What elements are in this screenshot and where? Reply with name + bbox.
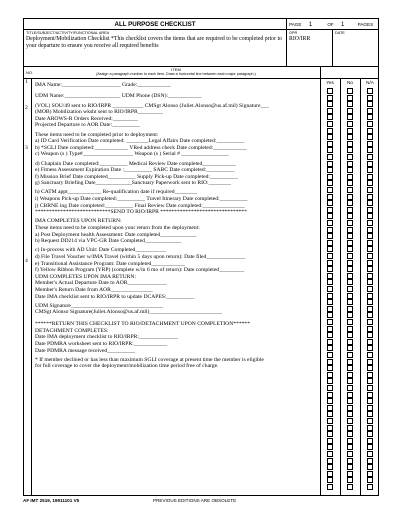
checkbox-yes[interactable] xyxy=(327,180,333,186)
predeployment-heading: These items need to be completed prior to deployment: xyxy=(35,131,159,138)
checkbox-na[interactable] xyxy=(367,477,373,483)
ratings-header xyxy=(320,67,380,78)
checkbox-yes[interactable] xyxy=(327,279,333,285)
item-4a[interactable]: a) Post Deployment health Assessment: Date completed_____________ xyxy=(35,231,197,238)
checkbox-na[interactable] xyxy=(367,121,373,127)
checkbox-no[interactable] xyxy=(347,174,353,180)
checkbox-na[interactable] xyxy=(367,253,373,259)
udm-return-heading: UDM COMPLETES UPON IMA RETURN: xyxy=(35,273,137,280)
checkbox-na[interactable] xyxy=(367,161,373,167)
checkbox-yes[interactable] xyxy=(327,293,333,299)
checkbox-no[interactable] xyxy=(347,141,353,147)
item-number-3: 3 xyxy=(25,145,28,151)
checkbox-no[interactable] xyxy=(347,161,353,167)
checkbox-yes[interactable] xyxy=(327,246,333,252)
checkbox-no[interactable] xyxy=(347,438,353,444)
checkbox-no[interactable] xyxy=(347,345,353,351)
checkbox-na[interactable] xyxy=(367,464,373,470)
checkbox-no[interactable] xyxy=(347,154,353,160)
checkbox-no[interactable] xyxy=(347,227,353,233)
checkbox-no[interactable] xyxy=(347,359,353,365)
of-number: 1 xyxy=(341,22,345,28)
opr-cell xyxy=(286,30,332,66)
checkbox-yes[interactable] xyxy=(327,425,333,431)
checkbox-na[interactable] xyxy=(367,101,373,107)
checkbox-no[interactable] xyxy=(347,220,353,226)
checkbox-yes[interactable] xyxy=(327,121,333,127)
checkbox-yes[interactable] xyxy=(327,431,333,437)
item-3h[interactable]: h) CATM appt____________ Re-qualification date if required________ xyxy=(35,189,197,196)
checkbox-no[interactable] xyxy=(347,332,353,338)
checkbox-na[interactable] xyxy=(367,299,373,305)
checkbox-na[interactable] xyxy=(367,444,373,450)
checkbox-yes[interactable] xyxy=(327,134,333,140)
return-checklist-banner: ******RETURN THIS CHECKLIST TO RIO/DETACHMENT UPON COMPLETION****** xyxy=(35,321,251,328)
checkbox-na[interactable] xyxy=(367,167,373,173)
checkbox-na[interactable] xyxy=(367,312,373,318)
checkbox-na[interactable] xyxy=(367,220,373,226)
checkbox-na[interactable] xyxy=(367,372,373,378)
column-header-row xyxy=(24,67,378,79)
checkbox-yes[interactable] xyxy=(327,458,333,464)
checkbox-yes[interactable] xyxy=(327,464,333,470)
checkbox-na[interactable] xyxy=(367,398,373,404)
checkbox-na[interactable] xyxy=(367,418,373,424)
checkbox-na[interactable] xyxy=(367,134,373,140)
checkbox-yes[interactable] xyxy=(327,114,333,120)
item-column-note: (Assign a paragraph number to each item. Draw a horizontal line between each major paragraph.) xyxy=(96,72,256,76)
checkbox-no[interactable] xyxy=(347,293,353,299)
sgli-note-line-1: * If member declined or has less than maximum SGLI coverage at present time the member is eligible xyxy=(35,356,264,363)
subject-text[interactable]: Deployment/Mobilization Checklist *This checklist covers the items that are required to be completed prior to your departure to ensure you receive all required benefits xyxy=(26,36,282,49)
checkbox-yes[interactable] xyxy=(327,471,333,477)
checkbox-yes[interactable] xyxy=(327,451,333,457)
number-column xyxy=(24,79,32,495)
date-label: DATE xyxy=(335,31,345,35)
subject-row xyxy=(24,30,378,67)
checkbox-na[interactable] xyxy=(367,174,373,180)
checkbox-na[interactable] xyxy=(367,147,373,153)
checkbox-no[interactable] xyxy=(347,339,353,345)
return-date-line[interactable]: Member's Return Date from AOR_______________ xyxy=(35,286,153,293)
item-3j[interactable]: j) CBRNE ing Date completed:__________ Final Review Date completed:_______________ xyxy=(35,202,245,209)
checkbox-na[interactable] xyxy=(367,200,373,206)
checkbox-no[interactable] xyxy=(347,180,353,186)
sou49-line[interactable]: (VOL) SOU/49 sent to RIO/IRPR ___________ CMSgt Alonso (Juliet.Alonso@us.af.mil) Signature___ xyxy=(35,102,269,109)
mob-worksheet-line[interactable]: (MOB) Mobilization wksht sent to RIO/IRPR_________ xyxy=(35,109,163,116)
checkbox-no[interactable] xyxy=(347,246,353,252)
subject-label: TITLE/SUBJECT/ACTIVITY/FUNCTIONAL AREA xyxy=(26,31,110,35)
item-number-4: 4 xyxy=(25,258,28,264)
checkbox-yes[interactable] xyxy=(327,286,333,292)
deployment-checklist-line[interactable]: Date IMA deployment checklist to RIO/IRPR:______________ xyxy=(35,334,179,341)
departure-date-line[interactable]: Projected Departure to AOR Date:__________ xyxy=(35,122,141,129)
return-items-intro: These items need to be completed upon your return from the deployment: xyxy=(35,225,200,232)
checkbox-no[interactable] xyxy=(347,95,353,101)
item-3e[interactable]: e) Fitness Assessment Expiration Date :__________ SABC Date completed:__________ xyxy=(35,167,235,174)
checkbox-no[interactable] xyxy=(347,279,353,285)
checkbox-na[interactable] xyxy=(367,207,373,213)
checkbox-na[interactable] xyxy=(367,319,373,325)
checkbox-na[interactable] xyxy=(367,180,373,186)
checkbox-no[interactable] xyxy=(347,260,353,266)
checkbox-na[interactable] xyxy=(367,451,373,457)
item-3b[interactable]: b) *SGLI Date completed:____________ VRed address check Date completed:____________ xyxy=(35,144,247,151)
udm-name-line[interactable]: UDM Name:____________________ UDM Phone (DSN):____________ xyxy=(35,93,202,100)
na-header: N/A xyxy=(366,80,374,85)
checkbox-na[interactable] xyxy=(367,95,373,101)
checkbox-na[interactable] xyxy=(367,392,373,398)
checkbox-no[interactable] xyxy=(347,286,353,292)
checkbox-na[interactable] xyxy=(367,286,373,292)
checkbox-no[interactable] xyxy=(347,213,353,219)
checkbox-no[interactable] xyxy=(347,108,353,114)
checkbox-no[interactable] xyxy=(347,233,353,239)
checkbox-yes[interactable] xyxy=(327,312,333,318)
item-3d[interactable]: d) Chaplain Date completed:__________ Medical Review Date completed____________ xyxy=(35,160,236,167)
checkbox-yes[interactable] xyxy=(327,154,333,160)
checkbox-na[interactable] xyxy=(367,339,373,345)
page-number: 1 xyxy=(308,22,313,28)
checkbox-yes[interactable] xyxy=(327,418,333,424)
checkbox-no[interactable] xyxy=(347,266,353,272)
checkbox-no[interactable] xyxy=(347,365,353,371)
pages-label: PAGES xyxy=(357,22,374,27)
item-3f[interactable]: f) Mission Brief Date completed__________ Supply Pick-up Date completed:__________ xyxy=(35,173,238,180)
checkbox-yes[interactable] xyxy=(327,332,333,338)
checkbox-yes[interactable] xyxy=(327,339,333,345)
checkbox-na[interactable] xyxy=(367,326,373,332)
checkbox-yes[interactable] xyxy=(327,108,333,114)
item-4d[interactable]: d) File Travel Voucher w/IMA Travel (within 5 days upon return): Date filed______________ xyxy=(35,254,246,260)
checkbox-no[interactable] xyxy=(347,114,353,120)
checkbox-yes[interactable] xyxy=(327,227,333,233)
checkbox-na[interactable] xyxy=(367,128,373,134)
form-footer xyxy=(23,498,379,506)
pdmra-message-line[interactable]: Date PDMRA message received__________ xyxy=(35,347,136,354)
checkbox-na[interactable] xyxy=(367,431,373,437)
checkbox-no[interactable] xyxy=(347,326,353,332)
checkbox-yes[interactable] xyxy=(327,385,333,391)
item-3a[interactable]: a) ID Card Verification Date completed: ________Legal Affairs Date completed:__________ xyxy=(35,138,245,145)
arows-orders-line[interactable]: Date AROWS-R Orders Received:_________ xyxy=(35,115,138,122)
checkbox-yes[interactable] xyxy=(327,266,333,272)
checkbox-no[interactable] xyxy=(347,134,353,140)
checkbox-no[interactable] xyxy=(347,477,353,483)
checkbox-no[interactable] xyxy=(347,385,353,391)
checkbox-yes[interactable] xyxy=(327,141,333,147)
checkbox-no[interactable] xyxy=(347,451,353,457)
checkbox-na[interactable] xyxy=(367,279,373,285)
checkbox-na[interactable] xyxy=(367,425,373,431)
checkbox-na[interactable] xyxy=(367,365,373,371)
checkbox-yes[interactable] xyxy=(327,95,333,101)
checkbox-yes[interactable] xyxy=(327,411,333,417)
item-4e[interactable]: e) Transitional Assistance Program: Date completed____________ xyxy=(35,260,185,267)
checkbox-yes[interactable] xyxy=(327,392,333,398)
of-label: OF xyxy=(327,22,334,27)
checkbox-na[interactable] xyxy=(367,385,373,391)
send-to-rio-line: ***************************SEND TO RIO/IRPR ******************************* xyxy=(35,209,247,216)
checkbox-yes[interactable] xyxy=(327,260,333,266)
checkbox-yes[interactable] xyxy=(327,161,333,167)
title-row xyxy=(24,19,378,30)
checkbox-na[interactable] xyxy=(367,405,373,411)
obsolete-note: PREVIOUS EDITIONS ARE OBSOLETE xyxy=(153,498,237,503)
checkbox-yes[interactable] xyxy=(327,345,333,351)
item-4f[interactable]: f) Yellow Ribbon Program (YRP) (complete w/in 6 mo of return): Date completed_________ xyxy=(35,267,245,274)
pdmra-worksheet-line[interactable]: Date PDMRA worksheet sent to RIO/IRPR:____________ xyxy=(35,340,168,347)
checkbox-na[interactable] xyxy=(367,293,373,299)
item-number-1: 1 xyxy=(25,79,28,85)
checkbox-yes[interactable] xyxy=(327,187,333,193)
udm-signature-line[interactable]: UDM Signature_________________________________ xyxy=(35,302,164,309)
checkbox-yes[interactable] xyxy=(327,200,333,206)
checkbox-no[interactable] xyxy=(347,464,353,470)
opr-label: OPR xyxy=(289,31,298,35)
checkbox-na[interactable] xyxy=(367,194,373,200)
checkbox-yes[interactable] xyxy=(327,174,333,180)
sgli-note-line-2: for full coverage to cover the deployment/mobilization time period free of charge. xyxy=(35,363,219,370)
checkbox-na[interactable] xyxy=(367,458,373,464)
checkbox-na[interactable] xyxy=(367,260,373,266)
checkbox-na[interactable] xyxy=(367,227,373,233)
checkbox-no[interactable] xyxy=(347,418,353,424)
checkbox-no[interactable] xyxy=(347,194,353,200)
checkbox-yes[interactable] xyxy=(327,88,333,94)
checkbox-yes[interactable] xyxy=(327,306,333,312)
checkbox-no[interactable] xyxy=(347,167,353,173)
item-column-header: ITEM xyxy=(171,67,181,72)
checkbox-na[interactable] xyxy=(367,378,373,384)
checkbox-no[interactable] xyxy=(347,273,353,279)
checkbox-no[interactable] xyxy=(347,312,353,318)
checkbox-yes[interactable] xyxy=(327,128,333,134)
actual-departure-line[interactable]: Member's Actual Departure Date to AOR______________ xyxy=(35,280,167,287)
no-column-header: NO. xyxy=(26,70,34,75)
checkbox-yes[interactable] xyxy=(327,240,333,246)
checkbox-na[interactable] xyxy=(367,306,373,312)
checkbox-no[interactable] xyxy=(347,392,353,398)
checkbox-na[interactable] xyxy=(367,108,373,114)
form-title: ALL PURPOSE CHECKLIST xyxy=(114,21,196,28)
checkbox-no[interactable] xyxy=(347,253,353,259)
checkbox-yes[interactable] xyxy=(327,319,333,325)
checkbox-yes[interactable] xyxy=(327,253,333,259)
checkbox-no[interactable] xyxy=(347,471,353,477)
checkbox-na[interactable] xyxy=(367,240,373,246)
checkbox-no[interactable] xyxy=(347,484,353,490)
checkbox-no[interactable] xyxy=(347,405,353,411)
checkbox-no[interactable] xyxy=(347,444,353,450)
checklist-form xyxy=(23,18,379,496)
checkbox-no[interactable] xyxy=(347,207,353,213)
form-id: AF IMT 2519, 19911101 V5 xyxy=(23,498,80,503)
checkbox-no[interactable] xyxy=(347,372,353,378)
checkbox-na[interactable] xyxy=(367,266,373,272)
date-cell xyxy=(332,30,380,66)
checkbox-yes[interactable] xyxy=(327,405,333,411)
checkbox-yes[interactable] xyxy=(327,233,333,239)
checkbox-no[interactable] xyxy=(347,121,353,127)
checkbox-yes[interactable] xyxy=(327,484,333,490)
checkbox-yes[interactable] xyxy=(327,207,333,213)
ima-return-heading: IMA COMPLETES UPON RETURN: xyxy=(35,218,122,225)
checkbox-na[interactable] xyxy=(367,187,373,193)
checkbox-yes[interactable] xyxy=(327,398,333,404)
checkbox-yes[interactable] xyxy=(327,213,333,219)
item-3g[interactable]: g) Sanctuary Briefing Date_____________Sanctuary Paperwork sent to RIO:________ xyxy=(35,180,231,187)
checkbox-no[interactable] xyxy=(347,425,353,431)
page-info xyxy=(286,19,380,30)
checkbox-yes[interactable] xyxy=(327,273,333,279)
checkbox-na[interactable] xyxy=(367,345,373,351)
checkbox-na[interactable] xyxy=(367,154,373,160)
dcapes-line[interactable]: Date IMA checklist sent to RIO/IRPR to update DCAPES:__________ xyxy=(35,293,195,300)
checkbox-na[interactable] xyxy=(367,88,373,94)
checkbox-yes[interactable] xyxy=(327,365,333,371)
cmsgt-signature-line[interactable]: CMSgt Alonso Signature(Juliet.Alonso@us.af.mil)__________________________ xyxy=(35,309,223,316)
no-header: No xyxy=(347,80,353,85)
checkbox-yes[interactable] xyxy=(327,444,333,450)
checkbox-na[interactable] xyxy=(367,411,373,417)
checkbox-yes[interactable] xyxy=(327,378,333,384)
item-4c[interactable]: c) In-process with AD Unit: Date Completed___________ xyxy=(35,247,167,254)
checkbox-yes[interactable] xyxy=(327,372,333,378)
checkbox-no[interactable] xyxy=(347,306,353,312)
checkbox-yes[interactable] xyxy=(327,438,333,444)
checkbox-na[interactable] xyxy=(367,352,373,358)
opr-value[interactable]: RIO/IRR xyxy=(289,36,311,42)
item-3c[interactable]: c) Weapon (s ) Type#__________________ Weapon (s ) Serial # _________________ xyxy=(35,151,229,158)
checkbox-na[interactable] xyxy=(367,359,373,365)
checkbox-yes[interactable] xyxy=(327,359,333,365)
checkbox-no[interactable] xyxy=(347,88,353,94)
item-number-2: 2 xyxy=(25,105,28,111)
checkbox-yes[interactable] xyxy=(327,220,333,226)
checkbox-no[interactable] xyxy=(347,411,353,417)
checkbox-yes[interactable] xyxy=(327,299,333,305)
checkbox-na[interactable] xyxy=(367,484,373,490)
checkbox-yes[interactable] xyxy=(327,326,333,332)
checkbox-yes[interactable] xyxy=(327,147,333,153)
checkbox-no[interactable] xyxy=(347,187,353,193)
checkbox-yes[interactable] xyxy=(327,477,333,483)
checkbox-no[interactable] xyxy=(347,147,353,153)
item-3i[interactable]: i) Weapons Pick-up Date completed:__________ Travel Itinerary Date completed:__________ xyxy=(35,196,248,203)
checkbox-no[interactable] xyxy=(347,101,353,107)
checklist-items xyxy=(35,79,318,370)
checkbox-na[interactable] xyxy=(367,246,373,252)
checklist-body xyxy=(24,79,378,495)
checkbox-na[interactable] xyxy=(367,332,373,338)
yes-header: Yes xyxy=(326,80,334,85)
detachment-heading: DETACHMENT COMPLETES: xyxy=(35,327,109,334)
checkbox-no[interactable] xyxy=(347,128,353,134)
checkbox-no[interactable] xyxy=(347,299,353,305)
checkbox-yes[interactable] xyxy=(327,167,333,173)
checkbox-yes[interactable] xyxy=(327,194,333,200)
checkbox-no[interactable] xyxy=(347,458,353,464)
checkbox-yes[interactable] xyxy=(327,101,333,107)
checkbox-no[interactable] xyxy=(347,431,353,437)
checkbox-no[interactable] xyxy=(347,398,353,404)
checkbox-na[interactable] xyxy=(367,438,373,444)
checkbox-na[interactable] xyxy=(367,114,373,120)
checkbox-na[interactable] xyxy=(367,273,373,279)
checkbox-no[interactable] xyxy=(347,378,353,384)
checkbox-na[interactable] xyxy=(367,141,373,147)
ima-name-line[interactable]: IMA Name:_____________________ Grade:____________ xyxy=(35,81,171,88)
checkbox-na[interactable] xyxy=(367,471,373,477)
checkbox-no[interactable] xyxy=(347,319,353,325)
page-label: PAGE xyxy=(289,22,302,27)
checkbox-yes[interactable] xyxy=(327,352,333,358)
checkbox-na[interactable] xyxy=(367,213,373,219)
checkbox-no[interactable] xyxy=(347,200,353,206)
item-4b[interactable]: b) Request DD214 via VPC-GR Date Completed_____________ xyxy=(35,238,182,245)
checkbox-no[interactable] xyxy=(347,240,353,246)
checkbox-na[interactable] xyxy=(367,233,373,239)
checkbox-no[interactable] xyxy=(347,352,353,358)
